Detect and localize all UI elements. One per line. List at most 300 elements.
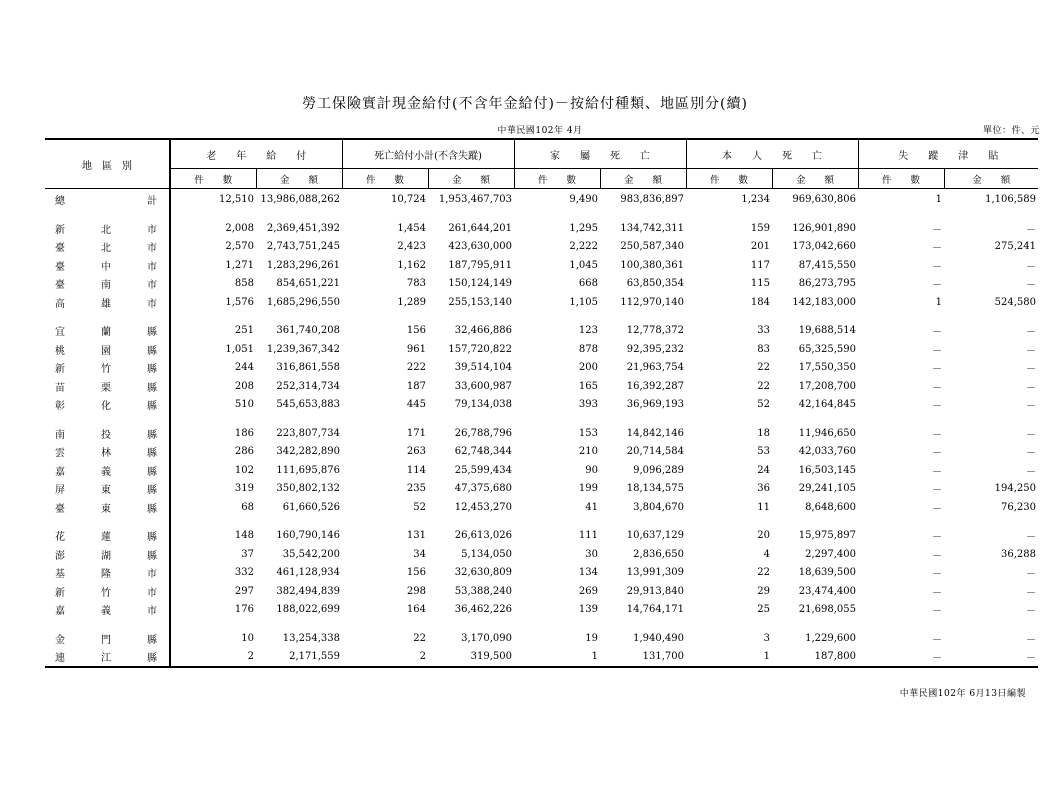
amount-cell: 2,297,400 bbox=[805, 548, 856, 560]
header-old-age-benefit: 老 年 給 付 bbox=[170, 139, 342, 169]
count-cell: 22 bbox=[757, 362, 770, 374]
region-char: 縣 bbox=[147, 364, 157, 376]
count-cell: 156 bbox=[406, 325, 426, 337]
amount-cell: 16,392,287 bbox=[626, 380, 684, 392]
table-row bbox=[45, 219, 1038, 238]
count-cell: 445 bbox=[406, 399, 426, 411]
count-cell: 159 bbox=[750, 222, 770, 234]
subheader-amount: 金 額 bbox=[428, 169, 514, 189]
table-row bbox=[45, 545, 1038, 564]
spacer-row bbox=[45, 619, 1038, 629]
region-char: 北 bbox=[101, 243, 111, 255]
region-name bbox=[45, 256, 170, 275]
header-self-death: 本 人 死 亡 bbox=[686, 139, 858, 169]
amount-cell: 53,388,240 bbox=[454, 585, 512, 597]
count-cell: 171 bbox=[406, 427, 426, 439]
amount-cell: 983,836,897 bbox=[620, 193, 684, 205]
amount-cell: 316,861,558 bbox=[276, 362, 340, 374]
count-cell: 114 bbox=[406, 464, 426, 476]
amount-cell: 126,901,890 bbox=[792, 222, 856, 234]
count-cell: 858 bbox=[234, 278, 254, 290]
count-cell: 52 bbox=[757, 399, 770, 411]
region-char: 臺 bbox=[55, 243, 65, 255]
count-cell: － bbox=[932, 243, 942, 255]
region-name bbox=[45, 322, 170, 341]
count-cell: 1 bbox=[935, 296, 942, 308]
amount-cell: － bbox=[1026, 429, 1036, 441]
amount-cell: 1,685,296,550 bbox=[266, 296, 340, 308]
amount-cell: 13,991,309 bbox=[626, 567, 684, 579]
region-char: 苗 bbox=[55, 382, 65, 394]
amount-cell: 12,778,372 bbox=[626, 325, 684, 337]
amount-cell: 194,250 bbox=[994, 483, 1036, 495]
count-cell: 1,454 bbox=[397, 222, 426, 234]
amount-cell: 29,913,840 bbox=[626, 585, 684, 597]
amount-cell: 361,740,208 bbox=[276, 325, 340, 337]
table-row bbox=[45, 601, 1038, 620]
count-cell: 90 bbox=[585, 464, 598, 476]
count-cell: 184 bbox=[750, 296, 770, 308]
amount-cell: 111,695,876 bbox=[276, 464, 340, 476]
count-cell: 269 bbox=[578, 585, 598, 597]
count-cell: － bbox=[932, 345, 942, 357]
amount-cell: － bbox=[1026, 261, 1036, 273]
amount-cell: 35,542,200 bbox=[282, 548, 340, 560]
region-char: 市 bbox=[147, 280, 157, 292]
amount-cell: 15,975,897 bbox=[798, 530, 856, 542]
count-cell: － bbox=[932, 503, 942, 515]
amount-cell: 17,208,700 bbox=[798, 380, 856, 392]
region-char: 縣 bbox=[147, 382, 157, 394]
region-char: 臺 bbox=[55, 503, 65, 515]
count-cell: 123 bbox=[578, 325, 598, 337]
region-char: 計 bbox=[147, 195, 157, 207]
region-char: 嘉 bbox=[55, 606, 65, 618]
table-row bbox=[45, 461, 1038, 480]
amount-cell: 461,128,934 bbox=[276, 567, 340, 579]
amount-cell: 76,230 bbox=[1001, 501, 1036, 513]
region-char: 縣 bbox=[147, 466, 157, 478]
count-cell: 19 bbox=[585, 632, 598, 644]
count-cell: 9,490 bbox=[569, 193, 598, 205]
amount-cell: 319,500 bbox=[428, 648, 514, 668]
table-row bbox=[45, 498, 1038, 517]
region-name bbox=[45, 629, 170, 648]
count-cell: － bbox=[932, 485, 942, 497]
count-cell: － bbox=[932, 364, 942, 376]
amount-cell: 1,283,296,261 bbox=[266, 259, 340, 271]
region-name bbox=[45, 461, 170, 480]
count-cell: － bbox=[932, 587, 942, 599]
count-cell: 34 bbox=[413, 548, 426, 560]
amount-cell: 14,764,171 bbox=[626, 604, 684, 616]
count-cell: 148 bbox=[234, 530, 254, 542]
amount-cell: 14,842,146 bbox=[626, 427, 684, 439]
amount-cell: 87,415,550 bbox=[798, 259, 856, 271]
count-cell: － bbox=[932, 448, 942, 460]
amount-cell: － bbox=[1026, 587, 1036, 599]
amount-cell: 350,802,132 bbox=[276, 483, 340, 495]
region-char: 縣 bbox=[147, 327, 157, 339]
count-cell: 186 bbox=[234, 427, 254, 439]
count-cell: 783 bbox=[406, 278, 426, 290]
region-char: 市 bbox=[147, 569, 157, 581]
count-cell: 332 bbox=[234, 567, 254, 579]
region-char: 縣 bbox=[147, 532, 157, 544]
region-char: 南 bbox=[101, 280, 111, 292]
region-name bbox=[45, 293, 170, 312]
amount-cell: 157,720,822 bbox=[448, 343, 512, 355]
count-cell: 668 bbox=[578, 278, 598, 290]
count-cell: 2,423 bbox=[397, 241, 426, 253]
table-row bbox=[45, 340, 1038, 359]
amount-cell: 1,953,467,703 bbox=[438, 193, 512, 205]
count-cell: 1,051 bbox=[225, 343, 254, 355]
count-cell: 10,724 bbox=[391, 193, 426, 205]
count-cell: 1,289 bbox=[397, 296, 426, 308]
table-row bbox=[45, 480, 1038, 499]
amount-cell: 16,503,145 bbox=[798, 464, 856, 476]
amount-cell: 12,453,270 bbox=[454, 501, 512, 513]
region-name bbox=[45, 443, 170, 462]
region-char: 園 bbox=[101, 345, 111, 357]
region-char: 湖 bbox=[101, 550, 111, 562]
header-region: 地 區 別 bbox=[45, 139, 170, 189]
region-char: 縣 bbox=[147, 634, 157, 646]
count-cell: 298 bbox=[406, 585, 426, 597]
count-cell: 37 bbox=[241, 548, 254, 560]
count-cell: － bbox=[932, 261, 942, 273]
amount-cell: － bbox=[1026, 345, 1036, 357]
amount-cell: 36,462,226 bbox=[454, 604, 512, 616]
region-char: 栗 bbox=[101, 382, 111, 394]
table-row bbox=[45, 293, 1038, 312]
region-name bbox=[45, 564, 170, 583]
amount-cell: 21,698,055 bbox=[798, 604, 856, 616]
amount-cell: 545,653,883 bbox=[276, 399, 340, 411]
region-char: 市 bbox=[147, 261, 157, 273]
region-char: 義 bbox=[101, 466, 111, 478]
count-cell: 1,295 bbox=[569, 222, 598, 234]
count-cell: 22 bbox=[413, 632, 426, 644]
amount-cell: 13,986,088,262 bbox=[260, 193, 340, 205]
region-name bbox=[45, 340, 170, 359]
table-row bbox=[45, 359, 1038, 378]
count-cell: 1 bbox=[514, 648, 600, 668]
count-cell: 10 bbox=[241, 632, 254, 644]
region-char: 縣 bbox=[147, 485, 157, 497]
region-name bbox=[45, 648, 170, 668]
region-char: 嘉 bbox=[55, 466, 65, 478]
region-char: 連 bbox=[55, 653, 65, 665]
table-row bbox=[45, 648, 1038, 668]
count-cell: 29 bbox=[757, 585, 770, 597]
amount-cell: 29,241,105 bbox=[798, 483, 856, 495]
region-char: 義 bbox=[101, 606, 111, 618]
amount-cell: 19,688,514 bbox=[798, 325, 856, 337]
amount-cell: 2,836,650 bbox=[633, 548, 684, 560]
amount-cell: 61,660,526 bbox=[282, 501, 340, 513]
amount-cell: 20,714,584 bbox=[626, 446, 684, 458]
amount-cell: 2,369,451,392 bbox=[266, 222, 340, 234]
count-cell: 201 bbox=[750, 241, 770, 253]
count-cell: 222 bbox=[406, 362, 426, 374]
count-cell: 2 bbox=[342, 648, 428, 668]
region-char: 新 bbox=[55, 364, 65, 376]
region-char: 臺 bbox=[55, 261, 65, 273]
count-cell: 1,045 bbox=[569, 259, 598, 271]
count-cell: 393 bbox=[578, 399, 598, 411]
region-char: 花 bbox=[55, 532, 65, 544]
region-name bbox=[45, 582, 170, 601]
amount-cell: 3,804,670 bbox=[633, 501, 684, 513]
amount-cell: 2,171,559 bbox=[256, 648, 342, 668]
count-cell: 297 bbox=[234, 585, 254, 597]
table-body bbox=[45, 189, 1038, 668]
count-cell: 134 bbox=[578, 567, 598, 579]
count-cell: 102 bbox=[234, 464, 254, 476]
region-char: 投 bbox=[101, 429, 111, 441]
region-char: 市 bbox=[147, 298, 157, 310]
count-cell: 878 bbox=[578, 343, 598, 355]
amount-cell: － bbox=[1026, 364, 1036, 376]
region-char: 澎 bbox=[55, 550, 65, 562]
amount-cell: 63,850,354 bbox=[626, 278, 684, 290]
region-char: 雲 bbox=[55, 448, 65, 460]
region-name bbox=[45, 601, 170, 620]
count-cell: 251 bbox=[234, 325, 254, 337]
count-cell: － bbox=[932, 280, 942, 292]
table-row bbox=[45, 322, 1038, 341]
count-cell: 1,271 bbox=[225, 259, 254, 271]
count-cell: － bbox=[932, 429, 942, 441]
amount-cell: － bbox=[1026, 532, 1036, 544]
amount-cell: 10,637,129 bbox=[626, 530, 684, 542]
amount-cell: 26,788,796 bbox=[454, 427, 512, 439]
count-cell: 165 bbox=[578, 380, 598, 392]
subheader-count: 件 數 bbox=[170, 169, 256, 189]
amount-cell: 223,807,734 bbox=[276, 427, 340, 439]
region-char: 中 bbox=[101, 261, 111, 273]
table-row bbox=[45, 189, 1038, 210]
table-row bbox=[45, 424, 1038, 443]
count-cell: 319 bbox=[234, 483, 254, 495]
amount-cell: 18,639,500 bbox=[798, 567, 856, 579]
amount-cell: 142,183,000 bbox=[792, 296, 856, 308]
spacer-row bbox=[45, 414, 1038, 424]
region-char: 桃 bbox=[55, 345, 65, 357]
report-period: 中華民國102年 4月 bbox=[497, 126, 583, 136]
amount-cell: 17,550,350 bbox=[798, 362, 856, 374]
table-row bbox=[45, 582, 1038, 601]
subheader-count: 件 數 bbox=[858, 169, 944, 189]
compiled-date: 中華民國102年 6月13日編製 bbox=[899, 689, 1026, 699]
count-cell: － bbox=[932, 606, 942, 618]
amount-cell: 39,514,104 bbox=[454, 362, 512, 374]
table-row bbox=[45, 527, 1038, 546]
region-name bbox=[45, 498, 170, 517]
amount-cell: 150,124,149 bbox=[448, 278, 512, 290]
amount-cell: 26,613,026 bbox=[454, 530, 512, 542]
region-name bbox=[45, 189, 170, 210]
region-name bbox=[45, 238, 170, 257]
count-cell: － bbox=[858, 648, 944, 668]
amount-cell: 1,940,490 bbox=[633, 632, 684, 644]
region-char: 基 bbox=[55, 569, 65, 581]
count-cell: 68 bbox=[241, 501, 254, 513]
header-death-benefit-subtotal: 死亡給付小計(不含失蹤) bbox=[342, 139, 514, 169]
count-cell: 1,576 bbox=[225, 296, 254, 308]
amount-cell: － bbox=[1026, 280, 1036, 292]
region-char: 縣 bbox=[147, 401, 157, 413]
count-cell: 208 bbox=[234, 380, 254, 392]
count-cell: 22 bbox=[757, 567, 770, 579]
region-char: 江 bbox=[101, 653, 111, 665]
region-char: 雄 bbox=[101, 298, 111, 310]
amount-cell: － bbox=[1026, 569, 1036, 581]
amount-cell: 47,375,680 bbox=[454, 483, 512, 495]
count-cell: 4 bbox=[763, 548, 770, 560]
amount-cell: 65,325,590 bbox=[798, 343, 856, 355]
amount-cell: － bbox=[1026, 448, 1036, 460]
count-cell: 1,105 bbox=[569, 296, 598, 308]
count-cell: 83 bbox=[757, 343, 770, 355]
count-cell: 41 bbox=[585, 501, 598, 513]
amount-cell: － bbox=[1026, 401, 1036, 413]
subheader-count: 件 數 bbox=[342, 169, 428, 189]
region-char: 隆 bbox=[101, 569, 111, 581]
count-cell: 961 bbox=[406, 343, 426, 355]
region-char: 縣 bbox=[147, 653, 157, 665]
count-cell: 20 bbox=[757, 530, 770, 542]
region-name bbox=[45, 275, 170, 294]
count-cell: 3 bbox=[763, 632, 770, 644]
count-cell: － bbox=[932, 532, 942, 544]
amount-cell: 92,395,232 bbox=[626, 343, 684, 355]
subheader-count: 件 數 bbox=[686, 169, 772, 189]
amount-cell: 969,630,806 bbox=[792, 193, 856, 205]
amount-cell: 342,282,890 bbox=[276, 446, 340, 458]
amount-cell: 134,742,311 bbox=[620, 222, 684, 234]
amount-cell: 250,587,340 bbox=[620, 241, 684, 253]
amount-cell: － bbox=[1026, 606, 1036, 618]
region-char: 市 bbox=[147, 606, 157, 618]
spacer-row bbox=[45, 517, 1038, 527]
amount-cell: 188,022,699 bbox=[276, 604, 340, 616]
amount-cell: 33,600,987 bbox=[454, 380, 512, 392]
region-char: 蘭 bbox=[101, 327, 111, 339]
count-cell: 263 bbox=[406, 446, 426, 458]
region-char: 北 bbox=[101, 224, 111, 236]
region-char: 縣 bbox=[147, 503, 157, 515]
count-cell: 1,234 bbox=[741, 193, 770, 205]
table-row bbox=[45, 256, 1038, 275]
count-cell: 244 bbox=[234, 362, 254, 374]
amount-cell: 187,800 bbox=[772, 648, 858, 668]
amount-cell: － bbox=[1026, 382, 1036, 394]
region-name bbox=[45, 396, 170, 415]
region-char: 縣 bbox=[147, 429, 157, 441]
amount-cell: 160,790,146 bbox=[276, 530, 340, 542]
subheader-amount: 金 額 bbox=[600, 169, 686, 189]
region-char: 高 bbox=[55, 298, 65, 310]
count-cell: 117 bbox=[750, 259, 770, 271]
region-char: 市 bbox=[147, 224, 157, 236]
region-char: 屏 bbox=[55, 485, 65, 497]
region-char: 竹 bbox=[101, 364, 111, 376]
region-char: 林 bbox=[101, 448, 111, 460]
region-char: 蓮 bbox=[101, 532, 111, 544]
subheader-amount: 金 額 bbox=[772, 169, 858, 189]
amount-cell: 275,241 bbox=[994, 241, 1036, 253]
region-name bbox=[45, 219, 170, 238]
count-cell: 210 bbox=[578, 446, 598, 458]
region-char: 竹 bbox=[101, 587, 111, 599]
amount-cell: － bbox=[1026, 327, 1036, 339]
table-row bbox=[45, 564, 1038, 583]
count-cell: － bbox=[932, 224, 942, 236]
subheader-amount: 金 額 bbox=[256, 169, 342, 189]
amount-cell: 5,134,050 bbox=[461, 548, 512, 560]
region-char: 化 bbox=[101, 401, 111, 413]
count-cell: 24 bbox=[757, 464, 770, 476]
count-cell: － bbox=[932, 382, 942, 394]
region-char: 新 bbox=[55, 587, 65, 599]
count-cell: 2,570 bbox=[225, 241, 254, 253]
amount-cell: － bbox=[944, 648, 1038, 668]
region-name bbox=[45, 377, 170, 396]
count-cell: 52 bbox=[413, 501, 426, 513]
table-row bbox=[45, 275, 1038, 294]
count-cell: 2 bbox=[170, 648, 256, 668]
table-row bbox=[45, 443, 1038, 462]
region-name bbox=[45, 359, 170, 378]
count-cell: 33 bbox=[757, 325, 770, 337]
amount-cell: 1,229,600 bbox=[805, 632, 856, 644]
count-cell: 200 bbox=[578, 362, 598, 374]
amount-cell: 18,134,575 bbox=[626, 483, 684, 495]
count-cell: 18 bbox=[757, 427, 770, 439]
amount-cell: 524,580 bbox=[994, 296, 1036, 308]
count-cell: － bbox=[932, 634, 942, 646]
amount-cell: 42,033,760 bbox=[798, 446, 856, 458]
count-cell: 111 bbox=[578, 530, 598, 542]
amount-cell: 100,380,361 bbox=[620, 259, 684, 271]
amount-cell: 36,288 bbox=[1001, 548, 1036, 560]
amount-cell: 173,042,660 bbox=[792, 241, 856, 253]
count-cell: 156 bbox=[406, 567, 426, 579]
count-cell: 1,162 bbox=[397, 259, 426, 271]
unit-label: 單位：件、元 bbox=[982, 126, 1040, 136]
count-cell: 1 bbox=[686, 648, 772, 668]
amount-cell: 36,969,193 bbox=[626, 399, 684, 411]
count-cell: － bbox=[932, 569, 942, 581]
amount-cell: 23,474,400 bbox=[798, 585, 856, 597]
amount-cell: 2,743,751,245 bbox=[266, 241, 340, 253]
count-cell: 235 bbox=[406, 483, 426, 495]
count-cell: 22 bbox=[757, 380, 770, 392]
amount-cell: － bbox=[1026, 466, 1036, 478]
count-cell: 131 bbox=[406, 530, 426, 542]
amount-cell: 9,096,289 bbox=[633, 464, 684, 476]
document-title: 勞工保險實計現金給付(不含年金給付)－按給付種類、地區別分(續) bbox=[302, 96, 748, 112]
table-row bbox=[45, 396, 1038, 415]
count-cell: 199 bbox=[578, 483, 598, 495]
region-name bbox=[45, 480, 170, 499]
region-char: 門 bbox=[101, 634, 111, 646]
count-cell: 1 bbox=[935, 193, 942, 205]
region-char: 金 bbox=[55, 634, 65, 646]
